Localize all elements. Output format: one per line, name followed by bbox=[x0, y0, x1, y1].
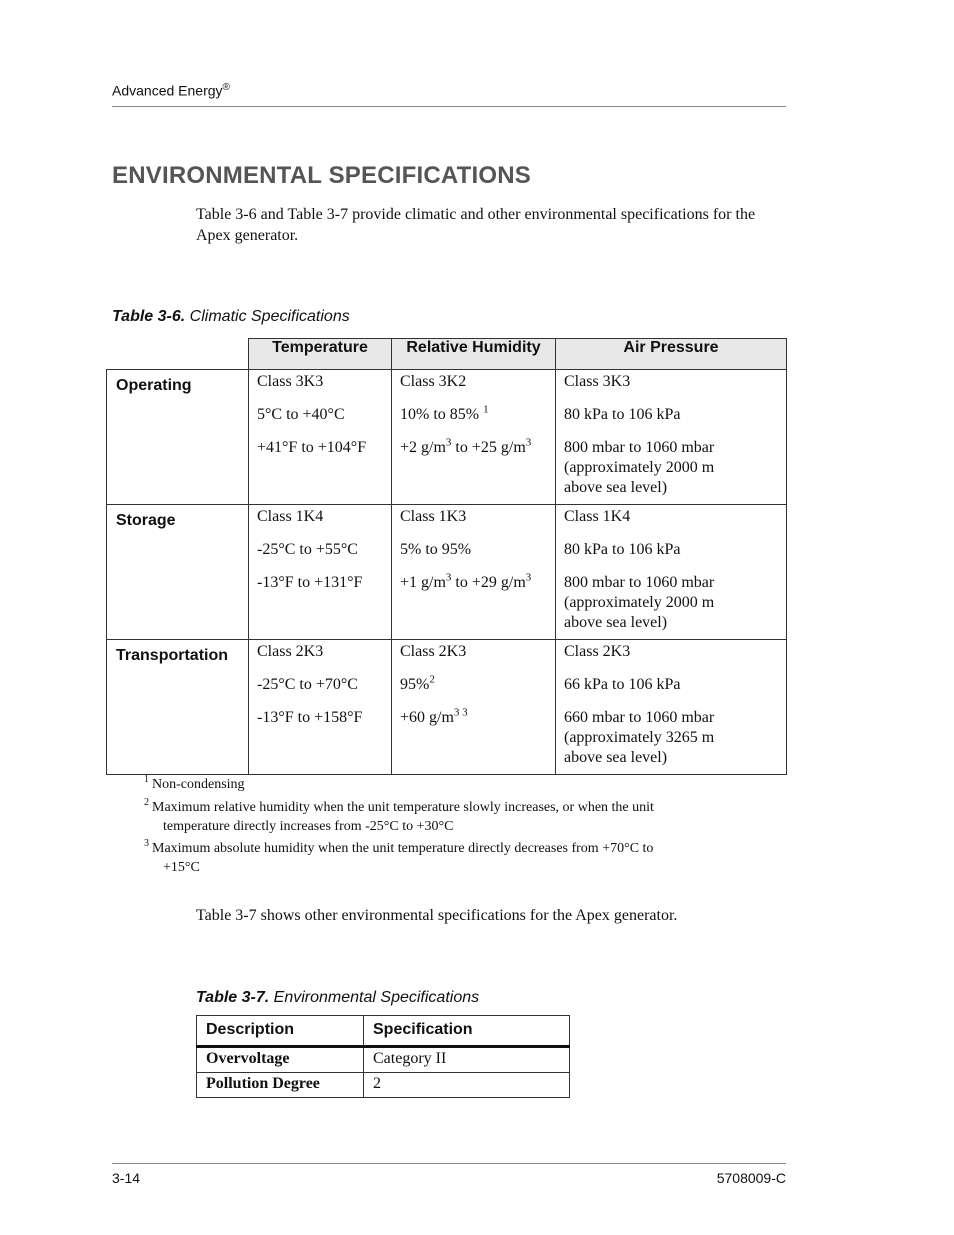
cell-line: -25°C to +70°C bbox=[257, 676, 358, 693]
row-label-operating: Operating bbox=[107, 370, 249, 505]
cell-temperature bbox=[249, 370, 392, 505]
cell-line: 5% to 95% bbox=[400, 541, 472, 558]
cell-line: -25°C to +55°C bbox=[257, 541, 358, 558]
cell-line: 80 kPa to 106 kPa bbox=[564, 541, 681, 558]
footer-rule bbox=[112, 1163, 786, 1164]
cell-humidity bbox=[392, 370, 556, 505]
cell-air-pressure bbox=[556, 505, 787, 640]
footnote-2 bbox=[144, 798, 724, 836]
footnote-text-continued: temperature directly increases from -25°C to +30°C bbox=[163, 819, 454, 834]
exponent: 3 bbox=[445, 571, 452, 584]
cell-line: Class 1K4 bbox=[257, 508, 324, 525]
table-row bbox=[197, 1047, 570, 1073]
row-label-pollution-degree: Pollution Degree bbox=[197, 1073, 364, 1098]
cell-line: Class 3K3 bbox=[257, 373, 324, 390]
humidity-value: to +25 g/m bbox=[451, 439, 526, 456]
table7-intro-paragraph: Table 3-7 shows other environmental specifications for the Apex generator. bbox=[196, 907, 678, 924]
table6-caption-number: Table 3-6. bbox=[112, 308, 186, 325]
humidity-value: 10% to 85% bbox=[400, 406, 484, 423]
cell-line bbox=[400, 573, 547, 593]
footnote-ref: 1 bbox=[483, 403, 489, 416]
footnote-text: Non-condensing bbox=[152, 777, 245, 792]
cell-line: +41°F to +104°F bbox=[257, 439, 367, 456]
cell-temperature bbox=[249, 640, 392, 775]
page-number: 3-14 bbox=[112, 1170, 141, 1186]
row-label-overvoltage: Overvoltage bbox=[197, 1047, 364, 1073]
table-row bbox=[107, 505, 787, 640]
cell-line: 66 kPa to 106 kPa bbox=[564, 676, 681, 693]
humidity-value: +60 g/m bbox=[400, 709, 454, 726]
table7-header-row bbox=[197, 1016, 570, 1047]
page-title: ENVIRONMENTAL SPECIFICATIONS bbox=[112, 162, 531, 189]
cell-line: Class 2K3 bbox=[257, 643, 324, 660]
column-header-specification: Specification bbox=[364, 1016, 570, 1047]
humidity-value: to +29 g/m bbox=[451, 574, 526, 591]
cell-humidity bbox=[392, 505, 556, 640]
humidity-value: +2 g/m bbox=[400, 439, 446, 456]
cell-line: -13°F to +131°F bbox=[257, 574, 363, 591]
cell-line: 5°C to +40°C bbox=[257, 406, 345, 423]
cell-air-pressure bbox=[556, 640, 787, 775]
footnote-ref: 2 bbox=[429, 673, 435, 686]
table6-corner-cell bbox=[107, 339, 249, 370]
running-header bbox=[112, 82, 230, 99]
footnote-number: 3 bbox=[144, 838, 149, 850]
cell-specification: 2 bbox=[364, 1073, 570, 1098]
cell-line: Class 3K2 bbox=[400, 373, 467, 390]
cell-specification: Category II bbox=[364, 1047, 570, 1073]
cell-line bbox=[400, 708, 547, 728]
cell-line: 660 mbar to 1060 mbar (approximately 3265 m above sea level) bbox=[564, 709, 715, 766]
cell-line bbox=[400, 675, 547, 695]
climatic-specifications-table bbox=[106, 338, 787, 775]
registered-mark: ® bbox=[222, 82, 230, 93]
cell-line: 800 mbar to 1060 mbar (approximately 2000 m above sea level) bbox=[564, 439, 715, 496]
cell-line: Class 1K3 bbox=[400, 508, 467, 525]
cell-line: Class 2K3 bbox=[564, 643, 631, 660]
table-row bbox=[107, 640, 787, 775]
footnote-3 bbox=[144, 839, 724, 877]
column-header-relative-humidity: Relative Humidity bbox=[392, 339, 556, 370]
footnote-text-continued: +15°C bbox=[163, 860, 200, 875]
table7-caption-number: Table 3-7. bbox=[196, 989, 270, 1006]
footnote-number: 1 bbox=[144, 774, 149, 786]
table-row bbox=[197, 1073, 570, 1098]
table-row bbox=[107, 370, 787, 505]
table7-caption bbox=[196, 989, 479, 1007]
header-brand: Advanced Energy bbox=[112, 82, 223, 99]
column-header-description: Description bbox=[197, 1016, 364, 1047]
table6-caption bbox=[112, 308, 350, 326]
cell-air-pressure bbox=[556, 370, 787, 505]
table6-header-row bbox=[107, 339, 787, 370]
footnote-number: 2 bbox=[144, 797, 149, 809]
intro-paragraph: Table 3-6 and Table 3-7 provide climatic and other environmental specifications for the Apex generator. bbox=[196, 206, 756, 244]
column-header-temperature: Temperature bbox=[249, 339, 392, 370]
cell-line: Class 2K3 bbox=[400, 643, 467, 660]
cell-humidity bbox=[392, 640, 556, 775]
header-rule bbox=[112, 106, 786, 107]
exponent: 3 bbox=[445, 436, 452, 449]
footnote-ref: 3 3 bbox=[453, 706, 468, 719]
cell-line: Class 3K3 bbox=[564, 373, 631, 390]
cell-line bbox=[400, 438, 547, 458]
table7-caption-text: Environmental Specifications bbox=[273, 989, 480, 1006]
cell-line: -13°F to +158°F bbox=[257, 709, 363, 726]
cell-line: 800 mbar to 1060 mbar (approximately 2000 m above sea level) bbox=[564, 574, 715, 631]
cell-line: Class 1K4 bbox=[564, 508, 631, 525]
cell-temperature bbox=[249, 505, 392, 640]
humidity-value: 95% bbox=[400, 676, 430, 693]
exponent: 3 bbox=[525, 571, 532, 584]
column-header-air-pressure: Air Pressure bbox=[556, 339, 787, 370]
footnote-text: Maximum absolute humidity when the unit temperature directly decreases from +70°C to bbox=[152, 841, 654, 856]
footnote-text: Maximum relative humidity when the unit temperature slowly increases, or when the unit bbox=[152, 800, 654, 815]
document-number: 5708009-C bbox=[716, 1170, 786, 1186]
cell-line: 80 kPa to 106 kPa bbox=[564, 406, 681, 423]
cell-line bbox=[400, 405, 547, 425]
table6-caption-text: Climatic Specifications bbox=[189, 308, 350, 325]
exponent: 3 bbox=[525, 436, 532, 449]
row-label-storage: Storage bbox=[107, 505, 249, 640]
footnote-1 bbox=[144, 775, 724, 794]
environmental-specifications-table bbox=[196, 1015, 570, 1098]
row-label-transportation: Transportation bbox=[107, 640, 249, 775]
humidity-value: +1 g/m bbox=[400, 574, 446, 591]
